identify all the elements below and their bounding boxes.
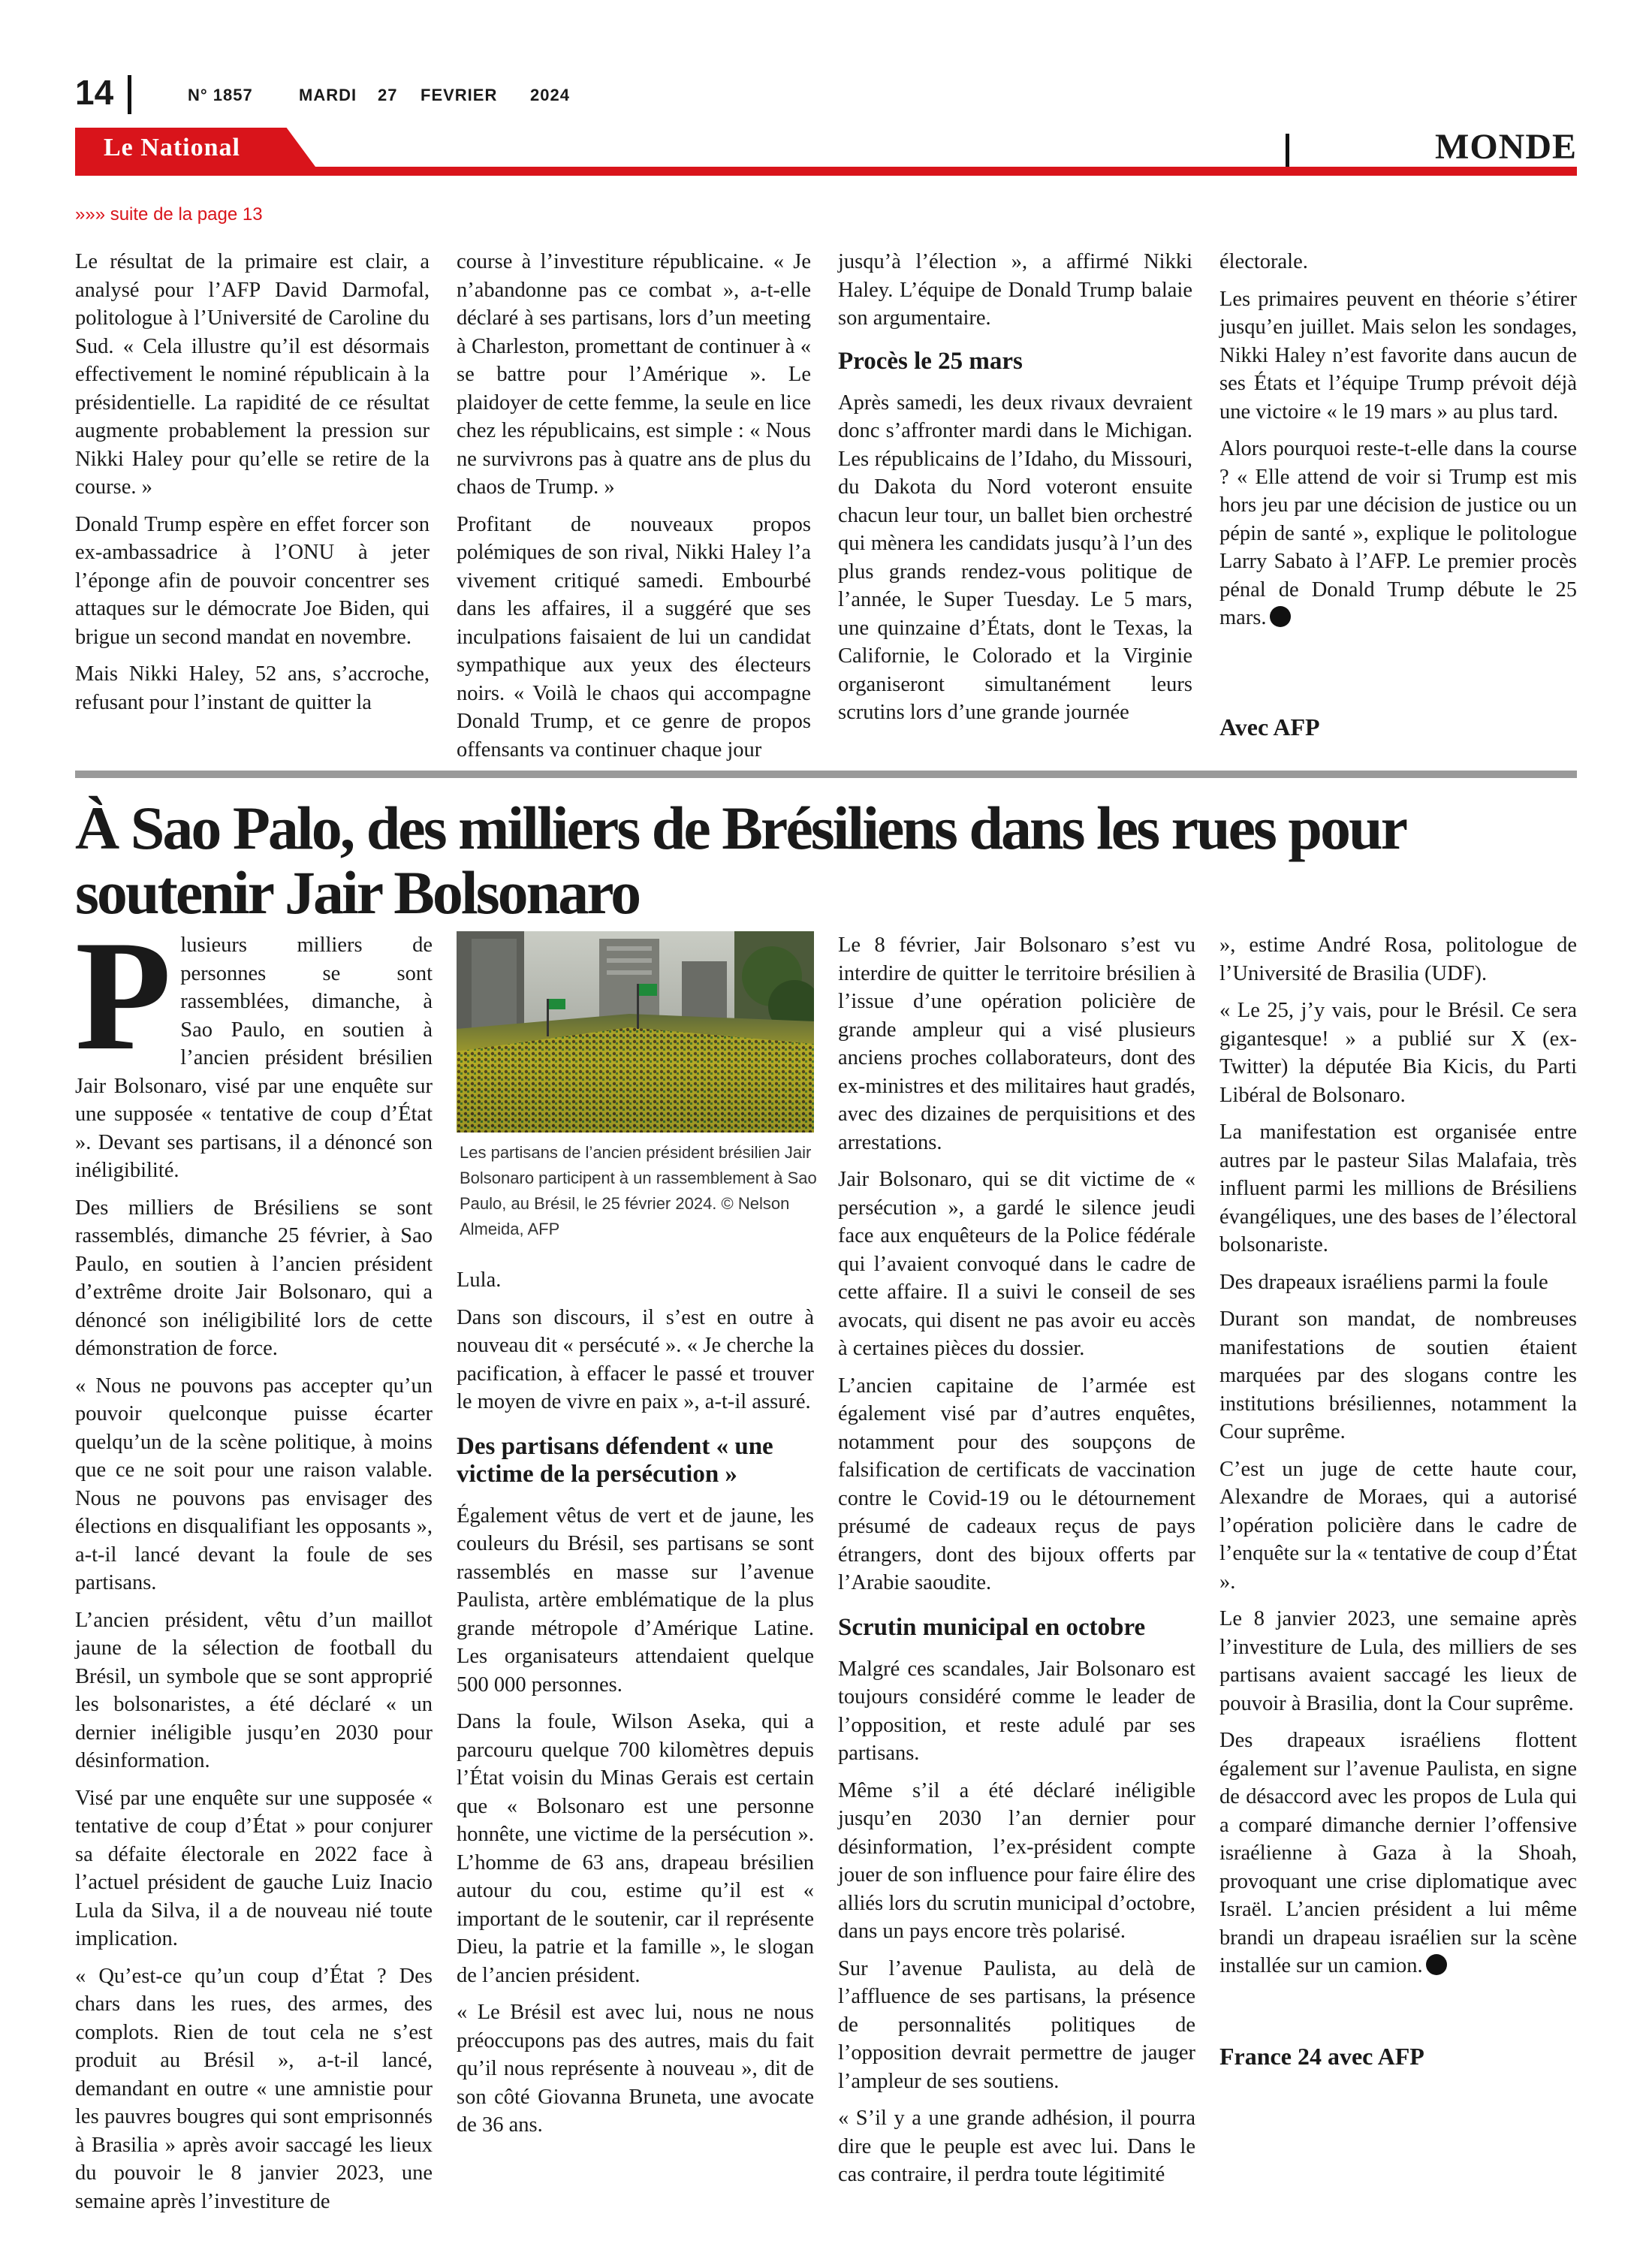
paragraph: « S’il y a une grande adhésion, il pourra dire que le peuple est avec lui. Dans le cas contraire, il perdra toute légitimité — [838, 2107, 1195, 2186]
paragraph — [1219, 435, 1577, 632]
paragraph: Profitant de nouveaux propos polémiques de son rival, Nikki Haley l’a vivement critiqué samedi. Embourbé dans les affaires, il a suggéré que ses inculpations faisaient de lui un candidat sympathique aux yeux des électeurs noirs. « Voilà le chaos qui accompagne Donald Trump, et ce genre de propos offensants va continuer chaque jour — [457, 512, 811, 762]
paragraph: Malgré ces scandales, Jair Bolsonaro est toujours considéré comme le leader de l’opposition, et reste adulé par ses partisans. — [838, 1657, 1195, 1765]
page-number: 14 — [75, 73, 114, 112]
article1-column-1 — [75, 248, 430, 725]
paragraph: course à l’investiture républicaine. « Je n’abandonne pas ce combat », a-t-elle déclaré à ses partisans, lors d’un meeting à Charleston, promettant de continuer à « se battre pour l’Amérique ». Le plaidoyer de cette femme, la seule en lice chez les républicains, est simple : « Nous ne survivrons pas à quatre ans de plus du chaos de Trump. » — [457, 250, 811, 499]
paragraph: L’ancien capitaine de l’armée est également visé par d’autres enquêtes, notamment pour des soupçons de falsification de certificats de vaccination contre le Covid-19 ou le détournement présumé de cadeaux reçus de pays étrangers, dont des bijoux offerts par l’Arabie saoudite. — [838, 1374, 1195, 1594]
paragraph: « Le Brésil est avec lui, nous ne nous préoccupons pas des autres, mais du fait qu’il nous représente à nouveau », dit de son côté Giovanna Bruneta, une avocate de 36 ans. — [457, 2001, 814, 2137]
section-divider — [1286, 134, 1289, 167]
end-of-article-icon — [1426, 1954, 1447, 1975]
paragraph-text: Des drapeaux israéliens flottent également sur l’avenue Paulista, en signe de désaccord avec les propos de Lula qui a comparé dimanche dernier l’offensive israélienne à Gaza à la Shoah, provoquant une crise diplomatique avec Israël. L’ancien président a lui même brandi un drapeau israélien sur la scène installée sur un camion. — [1219, 1729, 1577, 1977]
paragraph: électorale. — [1219, 250, 1308, 273]
article2-column-1 — [75, 909, 433, 2224]
lead-paragraph — [75, 909, 433, 1185]
paragraph: Lula. — [457, 1268, 502, 1292]
paragraph: Des milliers de Brésiliens se sont rassemblés, dimanche 25 février, à Sao Paulo, en soutien à l’ancien président d’extrême droite Jair Bolsonaro, qui a dénoncé son inéligibilité lors de cette démonstration de force. — [75, 1196, 433, 1360]
paragraph: Les primaires peuvent en théorie s’étirer jusqu’en juillet. Mais selon les sondages, Nikki Haley n’est favorite dans aucun de ses États et l’équipe Trump prévoit déjà une victoire « le 19 mars » au plus tard. — [1219, 287, 1577, 424]
article1-column-4 — [1219, 248, 1577, 641]
header-rule — [75, 167, 1577, 176]
paragraph: Également vêtus de vert et de jaune, les couleurs du Brésil, ses partisans se sont rassemblés en masse sur l’avenue Paulista, artère emblématique de la plus grande métropole d’Amérique Latine. Les organisateurs attendaient quelque 500 000 personnes. — [457, 1504, 814, 1697]
subheading: Procès le 25 mars — [838, 347, 1023, 375]
article1-byline: Avec AFP — [1219, 713, 1320, 740]
lead-text: lusieurs milliers de personnes se sont rassemblées, dimanche, à Sao Paulo, en soutien à l’ancien président brésilien Jair Bolsonaro, visé par une enquête sur une supposée « tentative de coup d’État ». Devant ses partisans, il a dénoncé son inéligibilité. — [75, 933, 433, 1182]
issue-number: N° 1857 — [188, 86, 253, 104]
paragraph: C’est un juge de cette haute cour, Alexandre de Moraes, qui a autorisé l’opération policière dans le cadre de l’enquête sur la « tentative de coup d’État ». — [1219, 1457, 1577, 1594]
article2-byline: France 24 avec AFP — [1219, 2043, 1424, 2070]
article2-column-3 — [838, 931, 1195, 2198]
paragraph — [1219, 1727, 1577, 1980]
issue-day: MARDI — [299, 86, 357, 104]
paragraph: Donald Trump espère en effet forcer son ex-ambassadrice à l’ONU à jeter l’éponge afin de pouvoir concentrer ses attaques sur le démocrate Joe Biden, qui brigue un second mandat en novembre. — [75, 512, 430, 649]
paragraph: Jair Bolsonaro, qui se dit victime de « persécution », a gardé le silence jeudi face aux enquêteurs de la Police fédérale qui l’avaient convoqué dans le cadre de cette affaire. Il a suivi le conseil de ses avocats, qui disent ne pas avoir eu accès à certaines pièces du dossier. — [838, 1168, 1195, 1360]
header-divider — [128, 75, 131, 114]
paragraph-text: Alors pourquoi reste-t-elle dans la course ? « Elle attend de voir si Trump est mis hors jeu par une décision de justice ou un pépin de santé », explique le politologue Larry Sabato à l’AFP. Le premier procès pénal de Donald Trump débute le 25 mars. — [1219, 437, 1577, 629]
paragraph: Le résultat de la primaire est clair, a analysé pour l’AFP David Darmofal, politologue à l’Université de Caroline du Sud. « Cela illustre qu’il est désormais effectivement le nominé républicain à la présidentielle. La rapidité de ce résultat augmente probablement la pression sur Nikki Haley pour qu’elle se retire de la course. » — [75, 250, 430, 499]
continued-from[interactable]: »»» suite de la page 13 — [75, 204, 263, 225]
brand-name: Le National — [104, 134, 240, 161]
article2-column-4 — [1219, 931, 1577, 1989]
end-of-article-icon — [1270, 606, 1291, 627]
article2-headline: À Sao Palo, des milliers de Brésiliens dans les rues pour soutenir Jair Bolsonaro — [75, 794, 1405, 927]
photo-caption: Les partisans de l’ancien président brésilien Jair Bolsonaro participent à un rassemblement à Sao Paulo, au Brésil, le 25 février 2024. © Nelson Almeida, AFP — [460, 1143, 817, 1238]
drop-cap: P — [75, 909, 172, 1083]
paragraph: Sur l’avenue Paulista, au delà de l’affluence de ses partisans, la présence de personnalités politiques de l’opposition devrait permettre de jauger l’ampleur de ses soutiens. — [838, 1956, 1195, 2093]
crowd-photo-icon — [457, 931, 814, 1133]
issue-year: 2024 — [530, 86, 570, 104]
paragraph: Durant son mandat, de nombreuses manifestations de soutien étaient marquées par des slogans contre les institutions brésiliennes, notamment la Cour suprême. — [1219, 1307, 1577, 1443]
issue-date: 27 — [378, 86, 398, 104]
paragraph: « Nous ne pouvons pas accepter qu’un pouvoir quelconque puisse écarter quelqu’un de la scène politique, à moins que ce ne soit pour une raison valable. Nous ne pouvons pas envisager des élections en disqualifiant les opposants », a-t-il lancé devant la foule de ses partisans. — [75, 1374, 433, 1594]
paragraph: Visé par une enquête sur une supposée « tentative de coup d’État » pour conjurer sa défaite électorale en 2022 face à l’actuel président de gauche Luiz Inacio Lula da Silva, il a de nouveau nié toute implication. — [75, 1786, 433, 1950]
article-separator — [75, 771, 1577, 778]
section-title: MONDE — [1435, 127, 1577, 167]
paragraph: Mais Nikki Haley, 52 ans, s’accroche, refusant pour l’instant de quitter la — [75, 662, 430, 714]
paragraph: Dans la foule, Wilson Aseka, qui a parcouru quelque 700 kilomètres depuis l’État voisin du Minas Gerais est certain que « Bolsonaro est une personne honnête, une victime de la persécution ». L’homme de 63 ans, drapeau brésilien autour du cou, estime qu’il est « important de le soutenir, car il représente Dieu, la patrie et la famille », le slogan de l’ancien président. — [457, 1710, 814, 1987]
crowd-photo — [457, 931, 814, 1133]
paragraph: », estime André Rosa, politologue de l’Université de Brasilia (UDF). — [1219, 933, 1577, 985]
paragraph: Le 8 février, Jair Bolsonaro s’est vu interdire de quitter le territoire brésilien à l’issue d’une opération policière de grande ampleur qui a visé plusieurs anciens proches collaborateurs, dont des ex-ministres et des militaires haut gradés, avec des dizaines de perquisitions et des arrestations. — [838, 933, 1195, 1154]
article1-column-2 — [457, 248, 811, 773]
subheading: Scrutin municipal en octobre — [838, 1613, 1146, 1641]
paragraph: Même s’il a été déclaré inéligible jusqu’en 2030 l’an dernier pour désinformation, l’ex-président compte jouer de son influence pour faire élire des alliés lors du scrutin municipal d’octobre, dans un pays encore très polarisé. — [838, 1778, 1195, 1943]
subheading-inline: Des drapeaux israéliens parmi la foule — [1219, 1270, 1548, 1294]
paragraph: « Le 25, j’y vais, pour le Brésil. Ce sera gigantesque! » a publié sur X (ex-Twitter) la députée Bia Kicis, du Parti Libéral de Bolsonaro. — [1219, 999, 1577, 1107]
paragraph: Après samedi, les deux rivaux devraient donc s’affronter mardi dans le Michigan. Les républicains de l’Idaho, du Missouri, du Dakota du Nord voteront ensuite chacun leur tour, un ballet bien orchestré qui mènera les candidats jusqu’à l’un des plus grands rendez-vous politique de l’année, le Super Tuesday. Le 5 mars, une quinzaine d’États, dont le Texas, la Californie, le Colorado et la Virginie organiseront simultanément leurs scrutins lors d’une grande journée — [838, 391, 1192, 724]
paragraph: La manifestation est organisée entre autres par le pasteur Silas Malafaia, très influent parmi les millions de Brésiliens évangéliques, une des bases de l’électoral bolsonariste. — [1219, 1120, 1577, 1256]
paragraph: jusqu’à l’élection », a affirmé Nikki Haley. L’équipe de Donald Trump balaie son argumentaire. — [838, 250, 1192, 330]
issue-month: FEVRIER — [421, 86, 498, 104]
paragraph: Dans son discours, il s’est en outre à nouveau dit « persécuté ». « Je cherche la pacification, à effacer le passé et trouver le moyen de vivre en paix », a-t-il assuré. — [457, 1305, 814, 1413]
article1-column-3 — [838, 248, 1192, 736]
paragraph: « Qu’est-ce qu’un coup d’État ? Des chars dans les rues, des armes, des complots. Rien de tout cela ne s’est produit au Brésil », a-t-il lancé, demandant en outre « une amnistie pour les pauvres bougres qui sont emprisonnés à Brasilia » après avoir saccagé les lieux du pouvoir le 8 janvier 2023, une semaine après l’investiture de — [75, 1964, 433, 2213]
paragraph: L’ancien président, vêtu d’un maillot jaune de la sélection de football du Brésil, un symbole que se sont approprié les bolsonaristes, a été déclaré « un dernier inéligible jusqu’en 2030 pour désinformation. — [75, 1608, 433, 1772]
article2-column-2 — [457, 1266, 814, 2149]
subheading: Des partisans défendent « une victime de la persécution » — [457, 1432, 773, 1488]
paragraph: Le 8 janvier 2023, une semaine après l’investiture de Lula, des milliers de ses partisans avaient saccagé les lieux de pouvoir à Brasilia, dont la Cour suprême. — [1219, 1607, 1577, 1715]
